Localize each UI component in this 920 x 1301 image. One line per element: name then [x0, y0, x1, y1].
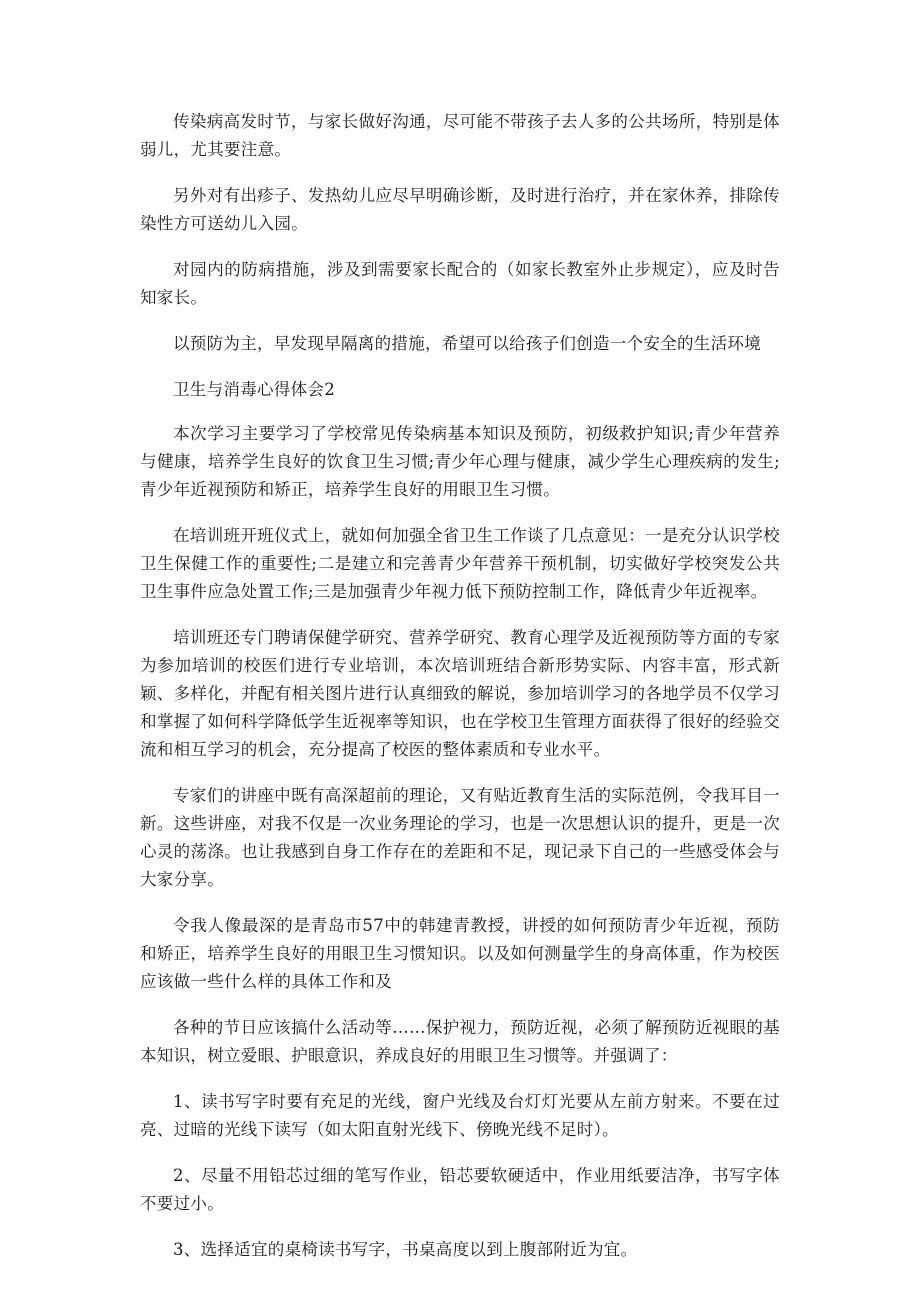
document-body: [140, 108, 780, 1282]
list-item: 3、选择适宜的桌椅读书写字，书桌高度以到上腹部附近为宜。: [173, 1240, 638, 1259]
list-item: 2、尽量不用铅芯过细的笔写作业，铅芯要软硬适中，作业用纸要洁净，书写字体不要过小。: [140, 1166, 780, 1213]
paragraph: 专家们的讲座中既有高深超前的理论，又有贴近教育生活的实际范例，令我耳目一新。这些讲座，对我不仅是一次业务理论的学习，也是一次思想认识的提升，更是一次心灵的荡涤。也让我感到自身工作存在的差距和不足，现记录下自己的一些感受体会与大家分享。: [140, 786, 780, 889]
paragraph: 在培训班开班仪式上，就如何加强全省卫生工作谈了几点意见：一是充分认识学校卫生保健工作的重要性;二是建立和完善青少年营养干预机制，切实做好学校突发公共卫生事件应急处置工作;三是加强青少年视力低下预防控制工作，降低青少年近视率。: [140, 526, 780, 601]
paragraph: 对园内的防病措施，涉及到需要家长配合的（如家长教室外止步规定），应及时告知家长。: [140, 260, 780, 307]
paragraph: 各种的节日应该搞什么活动等……保护视力，预防近视，必须了解预防近视眼的基本知识，树立爱眼、护眼意识，养成良好的用眼卫生习惯等。并强调了：: [140, 1018, 780, 1065]
list-item: 1、读书写字时要有充足的光线，窗户光线及台灯灯光要从左前方射来。不要在过亮、过暗的光线下读写（如太阳直射光线下、傍晚光线不足时）。: [140, 1092, 780, 1139]
paragraph: 另外对有出疹子、发热幼儿应尽早明确诊断，及时进行治疗，并在家休养，排除传染性方可送幼儿入园。: [140, 186, 780, 233]
paragraph: 令我人像最深的是青岛市57中的韩建青教授，讲授的如何预防青少年近视，预防和矫正，培养学生良好的用眼卫生习惯知识。以及如何测量学生的身高体重，作为校医应该做一些什么样的具体工作和及: [140, 916, 780, 991]
paragraph: 本次学习主要学习了学校常见传染病基本知识及预防，初级救护知识;青少年营养与健康，培养学生良好的饮食卫生习惯;青少年心理与健康，减少学生心理疾病的发生;青少年近视预防和矫正，培养学生良好的用眼卫生习惯。: [140, 424, 780, 499]
paragraph: 传染病高发时节，与家长做好沟通，尽可能不带孩子去人多的公共场所，特别是体弱儿，尤其要注意。: [140, 112, 780, 159]
section-heading: 卫生与消毒心得体会2: [173, 380, 335, 399]
paragraph: 以预防为主，早发现早隔离的措施，希望可以给孩子们创造一个安全的生活环境: [173, 334, 761, 353]
paragraph: 培训班还专门聘请保健学研究、营养学研究、教育心理学及近视预防等方面的专家为参加培训的校医们进行专业培训，本次培训班结合新形势实际、内容丰富，形式新颖、多样化，并配有相关图片进行认真细致的解说，参加培训学习的各地学员不仅学习和掌握了如何科学降低学生近视率等知识，也在学校卫生管理方面获得了很好的经验交流和相互学习的机会，充分提高了校医的整体素质和专业水平。: [140, 628, 780, 759]
